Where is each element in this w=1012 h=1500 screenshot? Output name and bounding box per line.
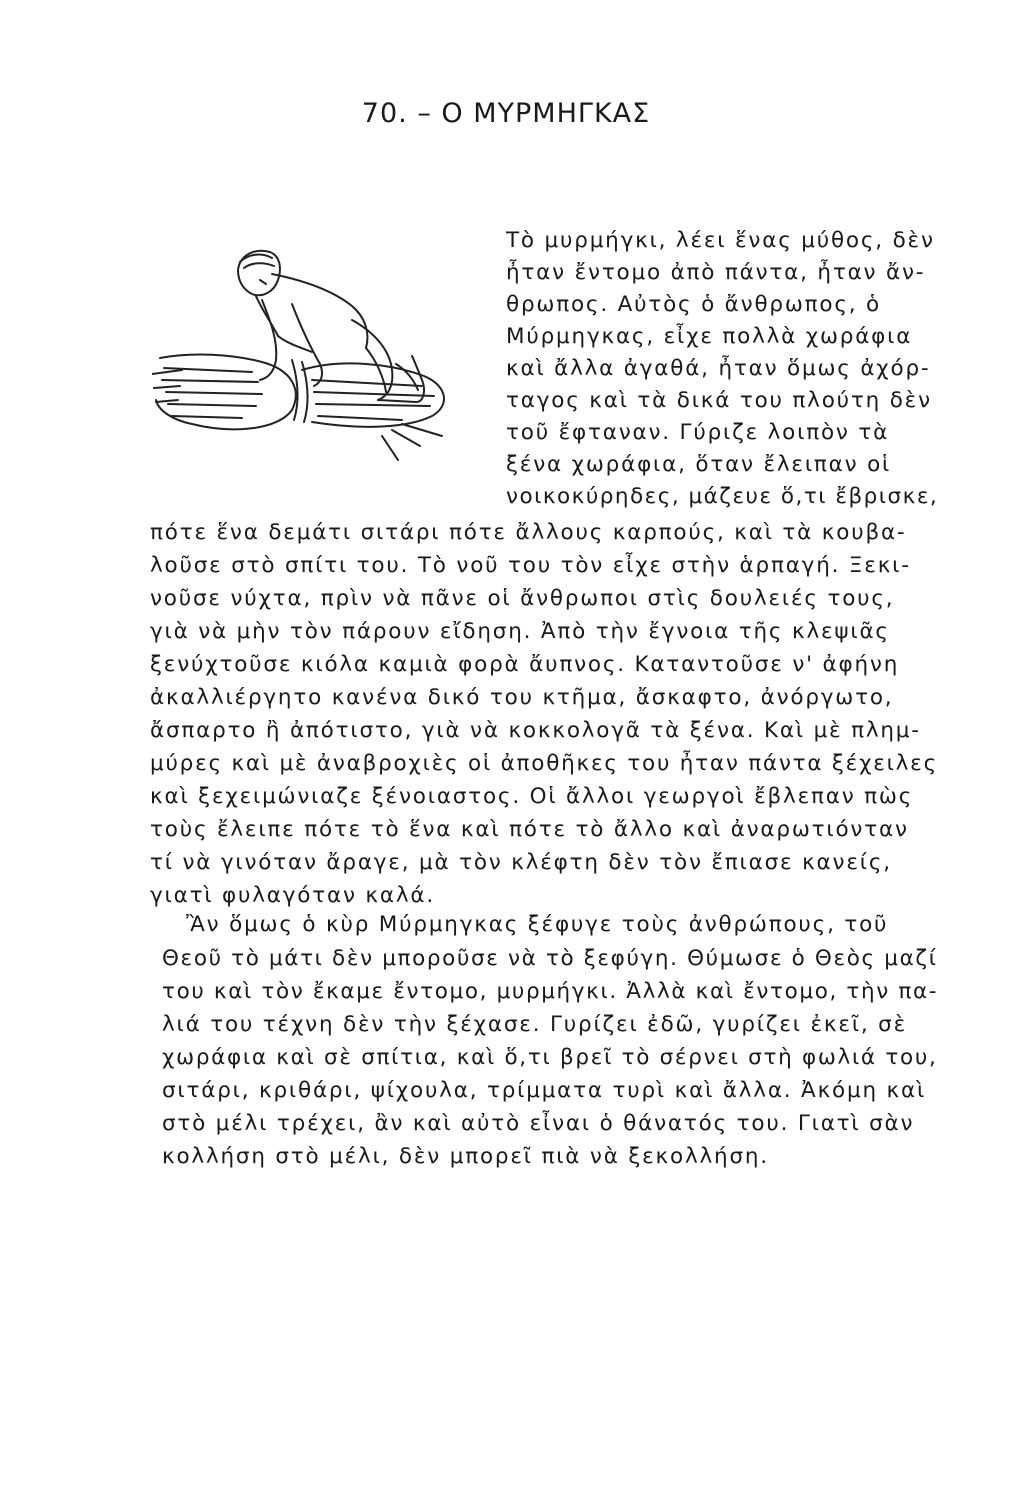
text-line: καὶ ξεχειμώνιαζε ξένοιαστος. Οἱ ἄλλοι γεωργοὶ ἔβλεπαν πὼς — [150, 784, 914, 809]
text-line: λιά του τέχνη δὲν τὴν ξέχασε. Γυρίζει ἐδῶ, γυρίζει ἐκεῖ, σὲ — [162, 1012, 908, 1037]
man-binding-sheaves-illustration — [152, 240, 452, 500]
text-line: ἦταν ἔντομο ἀπὸ πάντα, ἦταν ἄν- — [506, 260, 926, 285]
text-line: στὸ μέλι τρέχει, ἂν καὶ αὐτὸ εἶναι ὁ θάνατός του. Γιατὶ σὰν — [162, 1111, 915, 1136]
text-line: ἄσπαρτο ἢ ἀπότιστο, γιὰ νὰ κοκκολογᾶ τὰ ξένα. Καὶ μὲ πλημ- — [150, 718, 921, 743]
text-line: του καὶ τὸν ἔκαμε ἔντομο, μυρμήγκι. Ἀλλὰ καὶ ἔντομο, τὴν πα- — [162, 979, 939, 1004]
text-line: κολλήση στὸ μέλι, δὲν μπορεῖ πιὰ νὰ ξεκολλήση. — [162, 1144, 769, 1169]
text-line: ἀκαλλιέργητο κανένα δικό του κτῆμα, ἄσκαφτο, ἀνόργωτο, — [150, 685, 894, 710]
text-line: νοικοκύρηδες, μάζευε ὅ,τι ἔβρισκε, — [506, 484, 939, 509]
text-line: ταγος καὶ τὰ δικά του πλούτη δὲν — [506, 388, 932, 413]
text-line: Τὸ μυρμήγκι, λέει ἕνας μύθος, δὲν — [506, 228, 935, 253]
text-line: πότε ἕνα δεμάτι σιτάρι πότε ἄλλους καρπούς, καὶ τὰ κουβα- — [150, 520, 907, 545]
text-line: καὶ ἄλλα ἀγαθά, ἦταν ὅμως ἀχόρ- — [506, 356, 931, 381]
text-line: λοῦσε στὸ σπίτι του. Τὸ νοῦ του τὸν εἶχε στὴν ἁρπαγή. Ξεκι- — [150, 553, 911, 578]
text-line: θρωπος. Αὐτὸς ὁ ἄνθρωπος, ὁ — [506, 292, 882, 317]
text-line: Θεοῦ τὸ μάτι δὲν μποροῦσε νὰ τὸ ξεφύγη. Θύμωσε ὁ Θεὸς μαζί — [162, 946, 938, 971]
text-line: ξενύχτοῦσε κιόλα καμιὰ φορὰ ἄυπνος. Καταντοῦσε ν' ἀφήνη — [150, 652, 900, 677]
text-line: Ἂν ὅμως ὁ κὺρ Μύρμηγκας ξέφυγε τοὺς ἀνθρώπους, τοῦ — [186, 912, 889, 937]
text-line: νοῦσε νύχτα, πρὶν νὰ πᾶνε οἱ ἄνθρωποι στὶς δουλειές τους, — [150, 586, 895, 611]
text-line: σιτάρι, κριθάρι, ψίχουλα, τρίμματα τυρὶ καὶ ἄλλα. Ἀκόμη καὶ — [162, 1078, 927, 1103]
text-line: τοὺς ἔλειπε πότε τὸ ἕνα καὶ πότε τὸ ἄλλο καὶ ἀναρωτιόνταν — [150, 817, 909, 842]
text-line: γιατὶ φυλαγόταν καλά. — [150, 883, 435, 908]
text-line: Μύρμηγκας, εἶχε πολλὰ χωράφια — [506, 324, 913, 349]
page-title: 70. – Ο ΜΥΡΜΗΓΚΑΣ — [361, 98, 651, 129]
text-line: γιὰ νὰ μὴν τὸν πάρουν εἴδηση. Ἀπὸ τὴν ἔγνοια τῆς κλεψιᾶς — [150, 619, 890, 644]
text-line: τί νὰ γινόταν ἄραγε, μὰ τὸν κλέφτη δὲν τὸν ἔπιασε κανείς, — [150, 850, 892, 875]
text-line: χωράφια καὶ σὲ σπίτια, καὶ ὅ,τι βρεῖ τὸ σέρνει στὴ φωλιά του, — [162, 1045, 938, 1070]
text-line: μύρες καὶ μὲ ἀναβροχιὲς οἱ ἀποθῆκες του ἦταν πάντα ξέχειλες — [150, 751, 938, 776]
text-line: ξένα χωράφια, ὅταν ἔλειπαν οἱ — [506, 452, 892, 477]
text-line: τοῦ ἔφταναν. Γύριζε λοιπὸν τὰ — [506, 420, 890, 445]
